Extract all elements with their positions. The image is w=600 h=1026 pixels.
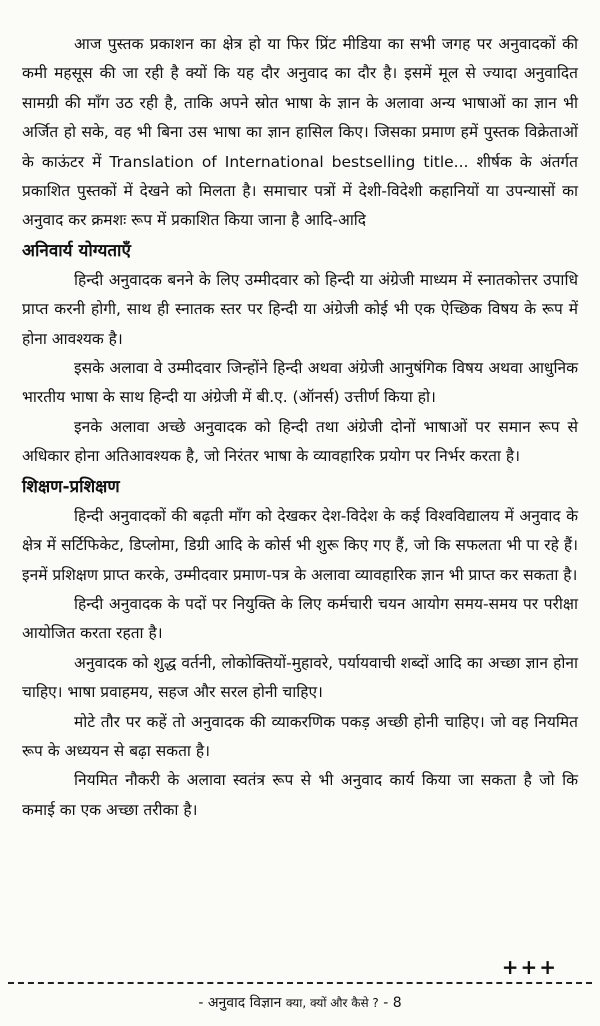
paragraph-ssc-exam: हिन्दी अनुवादक के पदों पर नियुक्ति के लिए कर्मचारी चयन आयोग समय-समय पर परीक्षा आयोजित करता रहता है। bbox=[22, 594, 578, 643]
page-number: - 8 bbox=[383, 995, 402, 1011]
paragraph-language-command: इनके अलावा अच्छे अनुवादक को हिन्दी तथा अंग्रेजी दोनों भाषाओं पर समान रूप से अधिकार होना अतिआवश्यक है, जो निरंतर भाषा के व्यावहारिक प्रयोग पर निर्भर करता है। bbox=[22, 417, 578, 466]
paragraph-courses: हिन्दी अनुवादकों की बढ़ती माँग को देखकर देश-विदेश के कई विश्वविद्यालय में अनुवाद के क्षेत्र में सर्टिफिकेट, डिप्लोमा, डिग्री आदि के कोर्स भी शुरू किए गए हैं, जो कि सफलता भी पा रहे हैं। इनमें प्रशिक्षण प्राप्त करके, उम्मीदवार प्रमाण-पत्र के अलावा व्यावहारिक ज्ञान भी प्राप्त कर सकता है। bbox=[22, 506, 578, 584]
footer-book-subtitle: क्या, क्यों और कैसे ? bbox=[285, 996, 379, 1010]
paragraph-qualification-degree: हिन्दी अनुवादक बनने के लिए उम्मीदवार को हिन्दी या अंग्रेजी माध्यम में स्नातकोत्तर उपाधि प्राप्त करनी होगी, साथ ही स्नातक स्तर पर हिन्दी या अंग्रेजी कोई भी एक ऐच्छिक विषय के रूप में होना आवश्यक है। bbox=[22, 270, 578, 348]
paragraph-freelance: नियमित नौकरी के अलावा स्वतंत्र रूप से भी अनुवाद कार्य किया जा सकता है जो कि कमाई का एक अच्छा तरीका है। bbox=[22, 771, 578, 819]
paragraph-intro: आज पुस्तक प्रकाशन का क्षेत्र हो या फिर प्रिंट मीडिया का सभी जगह पर अनुवादकों की कमी महसूस की जा रही है क्यों कि यह दौर अनुवाद का दौर है। इसमें मूल से ज्यादा अनुवादित सामग्री की माँग उठ रही है, ताकि अपने स्रोत भाषा के ज्ञान के अलावा अन्य भाषाओं का ज्ञान भी अर्जित हो सके, वह भी बिना उस भाषा का ज्ञान हासिल किए। जिसका प्रमाण हमें पुस्तक विक्रेताओं के काऊंटर में Translation of International bestselling title... शीर्षक के अंतर्गत प्रकाशित पुस्तकों में देखने को मिलता है। समाचार पत्रों में देशी-विदेशी कहानियों या उपन्यासों का अनुवाद कर क्रमशः रूप में प्रकाशित किया जाना है आदि-आदि bbox=[22, 35, 578, 230]
paragraph-grammar: मोटे तौर पर कहें तो अनुवादक की व्याकरणिक पकड़ अच्छी होनी चाहिए। जो वह नियमित रूप के अध्ययन से बढ़ा सकता है। bbox=[22, 712, 578, 760]
footer-divider bbox=[8, 982, 592, 984]
paragraph-spelling: अनुवादक को शुद्ध वर्तनी, लोकोक्तियों-मुहावरे, पर्यायवाची शब्दों आदि का अच्छा ज्ञान होना चाहिए। भाषा प्रवाहमय, सहज और सरल होनी चाहिए। bbox=[22, 653, 578, 702]
paragraph-qualification-ba: इसके अलावा वे उम्मीदवार जिन्होंने हिन्दी अथवा अंग्रेजी आनुषंगिक विषय अथवा आधुनिक भारतीय भाषा के साथ हिन्दी या अंग्रेजी में बी.ए. (ऑनर्स) उत्तीर्ण किया हो। bbox=[22, 359, 578, 407]
section-end-mark: +++ bbox=[501, 955, 558, 979]
page-footer bbox=[0, 993, 600, 1012]
heading-essential-qualifications: अनिवार्य योग्यताएँ bbox=[22, 240, 131, 261]
heading-training: शिक्षण-प्रशिक्षण bbox=[22, 476, 120, 497]
footer-book-title: - अनुवाद विज्ञान bbox=[198, 995, 282, 1011]
